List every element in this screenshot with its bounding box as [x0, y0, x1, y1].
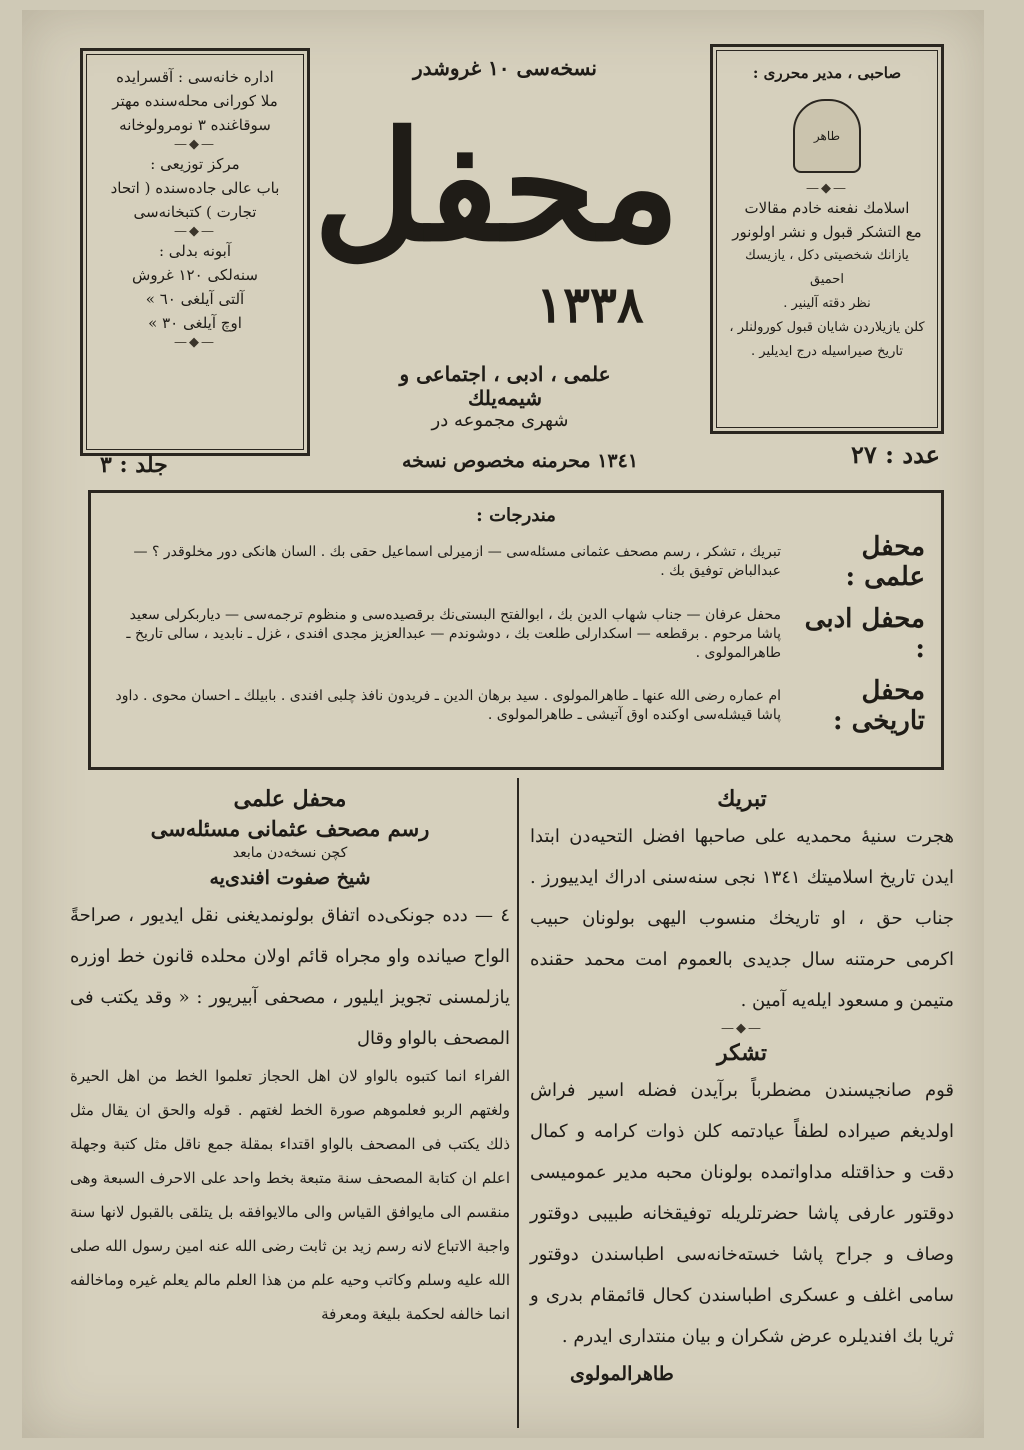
ornament-divider: —◆— [174, 335, 216, 350]
thanks-text: قوم صانجیسندن مضطرباً برآیدن فضله اسیر فراش اولدیغم صیراده لطفاً عیادتمه كلن ذوات كرامه و كمال دقت و حذاقتله مداواتمده بولونان محبه مدیر عمومیسی دوقتور عارفی پاشا حضرتلریله توفیقخانه طبیبی دوقتور وصاف و جراح پاشا خسته‌خانه‌سی اطباسندن دوقتور سامی اغلف و عسكری اطباسندن كحال قائمقام بدری و ثریا بك افندیلره عرض شكران و بیان منتداری ایدرم . [530, 1080, 954, 1347]
owner-line: اسلامك نفعنه خادم مقالات [744, 199, 910, 217]
admin-line: سوقاغنده ٣ نومرولوخانه [119, 116, 271, 134]
admin-line: مركز توزیعی : [150, 155, 240, 173]
right-column [530, 782, 954, 1385]
owner-line: یازانك شخصیتی دكل ، یازیسك احمیق [745, 248, 909, 287]
article-title: رسم مصحف عثمانی مسئله‌سی [150, 816, 430, 841]
contents-title: مندرجات : [476, 505, 556, 526]
article-quote: الفراء انما كتبوه بالواو لان اهل الحجاز تعلموا الخط من اهل الحیرة ولغتهم الربو فعلموهم صورة الخط لغتهم . قوله والحق ان یقال مثل ذلك یكتب فی المصحف بالواو اقتداء بمقلة جمع ناقل مثل كتبة وجهلة اعلم ان كتابة المصحف سنة متبعة بخط واحد علی الاحرف السبعة وهی منقسم الی مایوافق القیاس والی مالایوافقه بل یتلقی بالقبول لانها سنة واجبة الاتباع لانه رسم زید بن ثابت رضی الله عنه امین رسول الله صلی الله علیه وسلم وكاتب وحیه علم من هذا العلم مالم یعلم غیره وماخالفه انما خالفه لحكمة بلیغة ومعرفة [70, 1067, 510, 1323]
admin-line: اوچ آیلغی ٣٠ » [148, 314, 242, 332]
admin-line: آبونه بدلی : [158, 242, 232, 260]
left-column [70, 782, 510, 1331]
owner-line: كلن یازیلاردن شایان قبول كورولنلر ، [729, 320, 925, 335]
contents-section [107, 532, 925, 592]
subtitle: علمی ، ادبی ، اجتماعی و شیمه‌یلك [399, 362, 611, 410]
contents-section [107, 676, 925, 736]
section-label: محفل علمی : [845, 532, 925, 592]
section-text: تبریك ، تشكر ، رسم مصحف عثمانی مسئله‌سی — ازمیرلی اسماعیل حقی بك . السان هانكی دور مخلوقدر ؟ — عبدالباض توفیق بك . [133, 544, 781, 579]
volume-number: جلد : ٣ [100, 452, 168, 478]
publication-year: ١٣٣٨ [536, 275, 644, 334]
special-issue-note: ١٣٤١ محرمنه مخصوص نسخه [401, 450, 639, 472]
newspaper-title: محفل [313, 99, 680, 275]
ornament-divider: —◆— [174, 224, 216, 239]
administration-box [80, 48, 310, 456]
section-text: ام عماره رضی الله عنها ـ طاهرالمولوی . سید برهان الدین ـ فریدون نافذ چلبی افندی . بابیلك ـ احسان محوی . داود پاشا قیشله‌سی اوكنده اوق آتیشی ـ طاهرالمولوی . [115, 688, 781, 723]
continuation-note: كچن نسخه‌دن مابعد [232, 845, 348, 861]
contents-section [107, 604, 925, 664]
seal-emblem [793, 99, 861, 173]
admin-line: تجارت ) كتبخانه‌سی [133, 203, 257, 221]
owner-line: مع التشكر قبول و نشر اولونور [732, 223, 922, 241]
article-author: شیخ صفوت افندی‌یه [209, 867, 371, 889]
owner-line: تاریخ صیراسیله درج ایدیلیر . [751, 344, 903, 359]
admin-line: ملا كورانی محله‌سنده مهتر [112, 92, 278, 110]
issue-number: عدد : ٢٧ [851, 440, 940, 469]
issue-price: نسخه‌سی ۱۰ غروشدر [413, 56, 597, 80]
section-label: محفل تاریخی : [832, 676, 925, 736]
section-heading: محفل علمی [233, 786, 347, 812]
greeting-text: هجرت سنیهٔ محمدیه علی صاحبها افضل التحیه‌دن ابتدا ایدن تاریخ اسلامیتك ١٣٤١ نجی سنه‌سنی ادراك ایدییورز . جناب حق ، او تاریخك منسوب الیهی بولونان حبیب اكرمی حرمتنه سال جدیدی بالعموم امت محمد حقنده متیمن و مسعود ایله‌یه آمین . [530, 826, 955, 1011]
ornament-divider: —◆— [721, 1021, 763, 1036]
greeting-heading: تبریك [717, 786, 767, 812]
thanks-heading: تشكر [716, 1040, 768, 1066]
admin-line: باب عالی جاده‌سنده ( اتحاد [110, 179, 280, 197]
ornament-divider: —◆— [174, 137, 216, 152]
owner-heading: صاحبی ، مدیر محرری : [752, 64, 902, 82]
owner-line: نظر دقته آلینیر . [783, 296, 871, 311]
subtitle-periodicity: شهری مجموعه در [431, 410, 569, 431]
signature: طاهرالمولوی [570, 1363, 674, 1385]
ornament-divider: —◆— [806, 181, 848, 196]
table-of-contents [88, 490, 944, 770]
section-text: محفل عرفان — جناب شهاب الدین بك ، ابوالفتح البستی‌نك برقصیده‌سی و منظوم ترجمه‌سی — دیاربكرلی سعید پاشا مرحوم . برقطعه — اسكدارلی طلعت بك ، دوشوندم — عبدالعزیز مجدی افندی ، غزل ـ نابدید ، سالی تاریخ ـ طاهرالمولوی . [126, 606, 781, 661]
admin-line: اداره خانه‌سی : آقسرایده [116, 68, 274, 86]
seal-text: طاهر [813, 129, 841, 143]
column-divider [517, 778, 519, 1428]
article-paragraph: ٤ — دده جونكی‌ده اتفاق بولونمدیغنی نقل ایدیور ، صراحةً الواح صیانده واو مجراه قائم اولان محلده قانون خط اوزره یازلمسنی تجویز ایلیور ، مصحفی آبیریور : « وقد یكتب فی المصحف بالواو وقال [70, 905, 510, 1049]
section-label: محفل ادبی : [804, 604, 925, 664]
admin-line: سنه‌لكی ١٢٠ غروش [132, 266, 258, 284]
admin-line: آلتی آیلغی ٦٠ » [145, 290, 245, 308]
owner-box [710, 44, 944, 434]
